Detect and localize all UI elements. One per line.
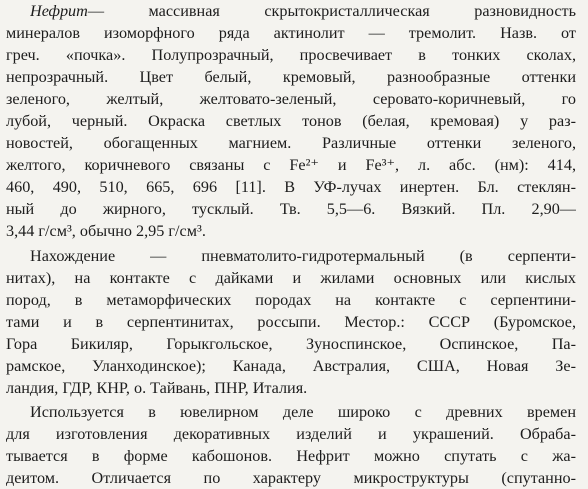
text-line: тывается в форме кабошонов. Нефрит можно спутать с жа- — [6, 447, 576, 465]
text-line: 3,44 г/см³, обычно 2,95 г/см³. — [6, 222, 206, 240]
text-line: для изготовления декоративных изделий и украшений. Обраба- — [6, 425, 576, 443]
text-line: желтого, коричневого связаны с Fe²⁺ и Fe³⁺, л. абс. (нм): 414, — [6, 156, 576, 174]
text-line: рамское, Уланходинское); Канада, Австралия, США, Новая Зе- — [6, 357, 576, 375]
text-line: ный до жирного, тусклый. Тв. 5,5—6. Вязкий. Пл. 2,90— — [6, 200, 576, 218]
text-line: минералов изоморфного ряда актинолит — тремолит. Назв. от — [6, 24, 576, 42]
text-line: греч. «почка». Полупрозрачный, просвечивает в тонких сколах, — [6, 46, 576, 64]
text-line: ландия, ГДР, КНР, о. Тайвань, ПНР, Италия. — [6, 379, 308, 397]
text-line: Нефрит— массивная скрытокристаллическая разновидность — [30, 2, 576, 20]
text-line: деитом. Отличается по характеру микроструктуры (спутанно- — [6, 469, 576, 487]
text-line: пород, в метаморфических породах на контакте с серпентини- — [6, 291, 576, 309]
text-line: тами и в серпентинитах, россыпи. Местор.: СССР (Буромское, — [6, 313, 576, 331]
text-line: непрозрачный. Цвет белый, кремовый, разнообразные оттенки — [6, 68, 576, 86]
term-title: Нефрит — [30, 2, 88, 20]
text-line: нитах), на контакте с дайками и жилами основных или кислых — [6, 269, 576, 287]
text-line: Гора Бикиляр, Горыкгольское, Зуноспинское, Оспинское, Па- — [6, 335, 576, 353]
text-line: новостей, обогащенных магнием. Различные оттенки зеленого, — [6, 134, 576, 152]
text-line: лубой, черный. Окраска светлых тонов (белая, кремовая) у раз- — [6, 112, 576, 130]
text-line: Нахождение — пневматолито-гидротермальный (в серпенти- — [30, 247, 576, 265]
text-line: зеленого, желтый, желтовато-зеленый, серовато-коричневый, го — [6, 90, 576, 108]
text-line: 460, 490, 510, 665, 696 [11]. В УФ-лучах инертен. Бл. стеклян- — [6, 178, 576, 196]
text-line: Используется в ювелирном деле широко с древних времен — [30, 403, 576, 421]
